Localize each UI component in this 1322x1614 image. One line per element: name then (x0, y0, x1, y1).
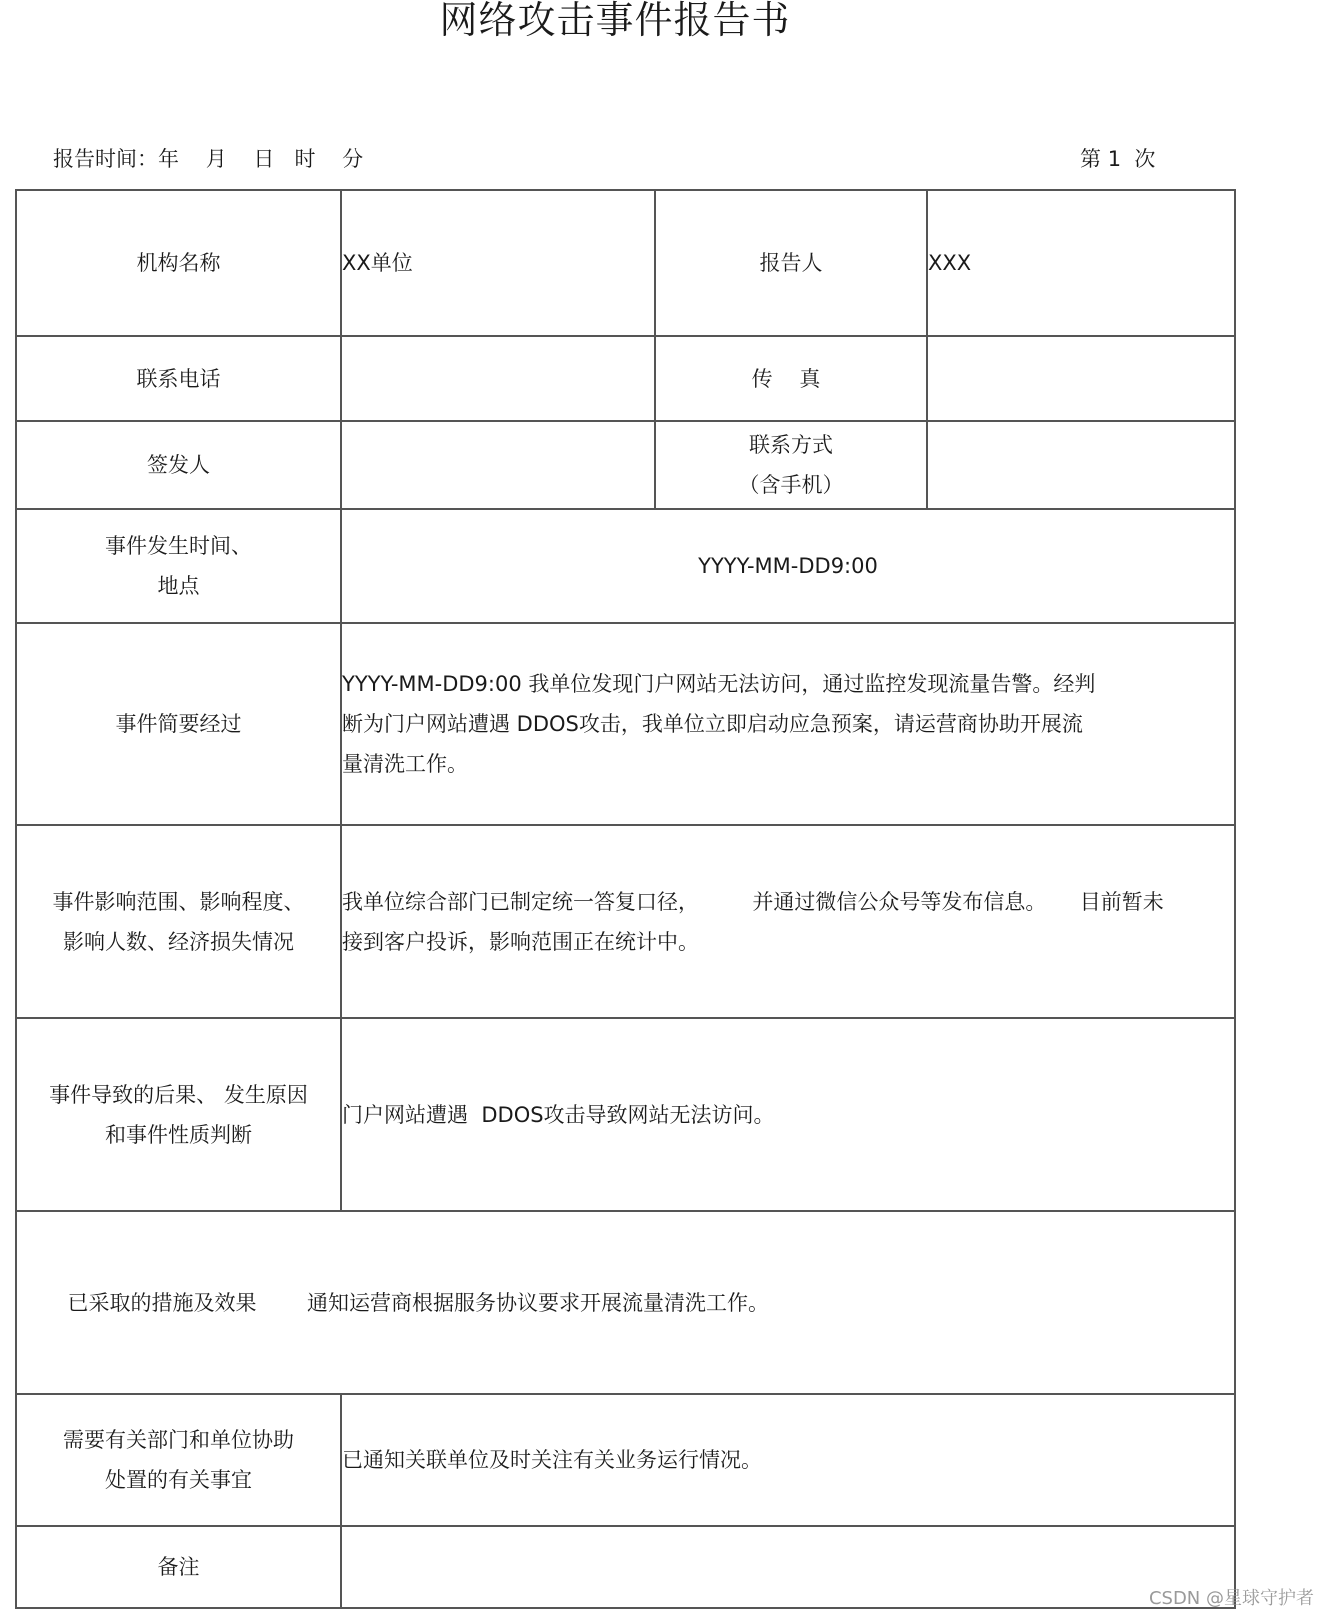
report-count-prefix: 第 (1080, 147, 1101, 171)
table-row-phone (16, 336, 1235, 421)
contact-label-line2: （含手机） (738, 473, 844, 497)
table-row-summary (16, 623, 1235, 825)
report-day-label: 日 (253, 147, 275, 171)
consequence-label-line1: 事件导致的后果、 发生原因 (49, 1082, 308, 1107)
watermark: CSDN @星球守护者 (1148, 1588, 1314, 1609)
assistance-value: 已通知关联单位及时关注有关业务运行情况。 (341, 1394, 1235, 1526)
report-title: 网络攻击事件报告书 (439, 0, 791, 42)
report-count-suffix: 次 (1134, 147, 1156, 171)
report-minute-label: 分 (342, 147, 364, 171)
signer-label: 签发人 (16, 421, 341, 509)
impact-value (341, 825, 1235, 1018)
measures-label: 已采取的措施及效果 (67, 1290, 257, 1315)
signer-value (341, 421, 655, 509)
report-time-line (53, 146, 363, 172)
fax-value (927, 336, 1235, 421)
phone-label: 联系电话 (16, 336, 341, 421)
table-row-remarks (16, 1526, 1235, 1608)
remarks-label: 备注 (16, 1526, 341, 1608)
remarks-value (341, 1526, 1235, 1608)
report-hour-label: 时 (294, 147, 316, 171)
summary-line2: 断为门户网站遭遇 DDOS攻击，我单位立即启动应急预案，请运营商协助开展流 (342, 712, 1083, 736)
reporter-label: 报告人 (655, 190, 927, 336)
assistance-label-line2: 处置的有关事宜 (105, 1468, 252, 1492)
time-place-label (16, 509, 341, 623)
report-table (15, 189, 1236, 1609)
table-row-consequence (16, 1018, 1235, 1211)
time-place-value: YYYY-MM-DD9:00 (341, 509, 1235, 623)
time-place-label-line1: 事件发生时间、 (105, 534, 252, 558)
impact-line2: 接到客户投诉，影响范围正在统计中。 (342, 929, 699, 954)
summary-line3: 量清洗工作。 (342, 752, 468, 776)
phone-value (341, 336, 655, 421)
org-name-label: 机构名称 (16, 190, 341, 336)
table-row-assistance (16, 1394, 1235, 1526)
report-month-label: 月 (205, 147, 227, 171)
report-count-number: 1 (1107, 147, 1122, 171)
org-name-value: XX单位 (341, 190, 655, 336)
contact-label (655, 421, 927, 509)
contact-label-line1: 联系方式 (749, 433, 833, 457)
impact-label-line2: 影响人数、经济损失情况 (63, 929, 294, 954)
impact-label (16, 825, 341, 1018)
assistance-label-line1: 需要有关部门和单位协助 (63, 1428, 294, 1452)
time-place-label-line2: 地点 (157, 574, 200, 598)
reporter-value: XXX (927, 190, 1235, 336)
summary-line1: YYYY-MM-DD9:00 我单位发现门户网站无法访问，通过监控发现流量告警。经判 (342, 672, 1096, 696)
report-count (1080, 146, 1155, 172)
table-row-time-place (16, 509, 1235, 623)
consequence-label-line2: 和事件性质判断 (105, 1122, 252, 1147)
summary-value (341, 623, 1235, 825)
table-row-impact (16, 825, 1235, 1018)
measures-cell (16, 1211, 1235, 1394)
measures-value: 通知运营商根据服务协议要求开展流量清洗工作。 (307, 1290, 769, 1315)
summary-label: 事件简要经过 (16, 623, 341, 825)
assistance-label (16, 1394, 341, 1526)
consequence-label (16, 1018, 341, 1211)
table-row-measures (16, 1211, 1235, 1394)
impact-label-line1: 事件影响范围、影响程度、 (52, 889, 305, 914)
fax-label: 传 真 (655, 336, 927, 421)
table-row-org (16, 190, 1235, 336)
contact-value (927, 421, 1235, 509)
report-time-label: 报告时间： (53, 147, 158, 171)
report-year-label: 年 (158, 147, 179, 171)
table-row-signer (16, 421, 1235, 509)
impact-line1: 我单位综合部门已制定统一答复口径， 并通过微信公众号等发布信息。 目前暂未 (342, 889, 1164, 914)
consequence-value: 门户网站遭遇 DDOS攻击导致网站无法访问。 (341, 1018, 1235, 1211)
